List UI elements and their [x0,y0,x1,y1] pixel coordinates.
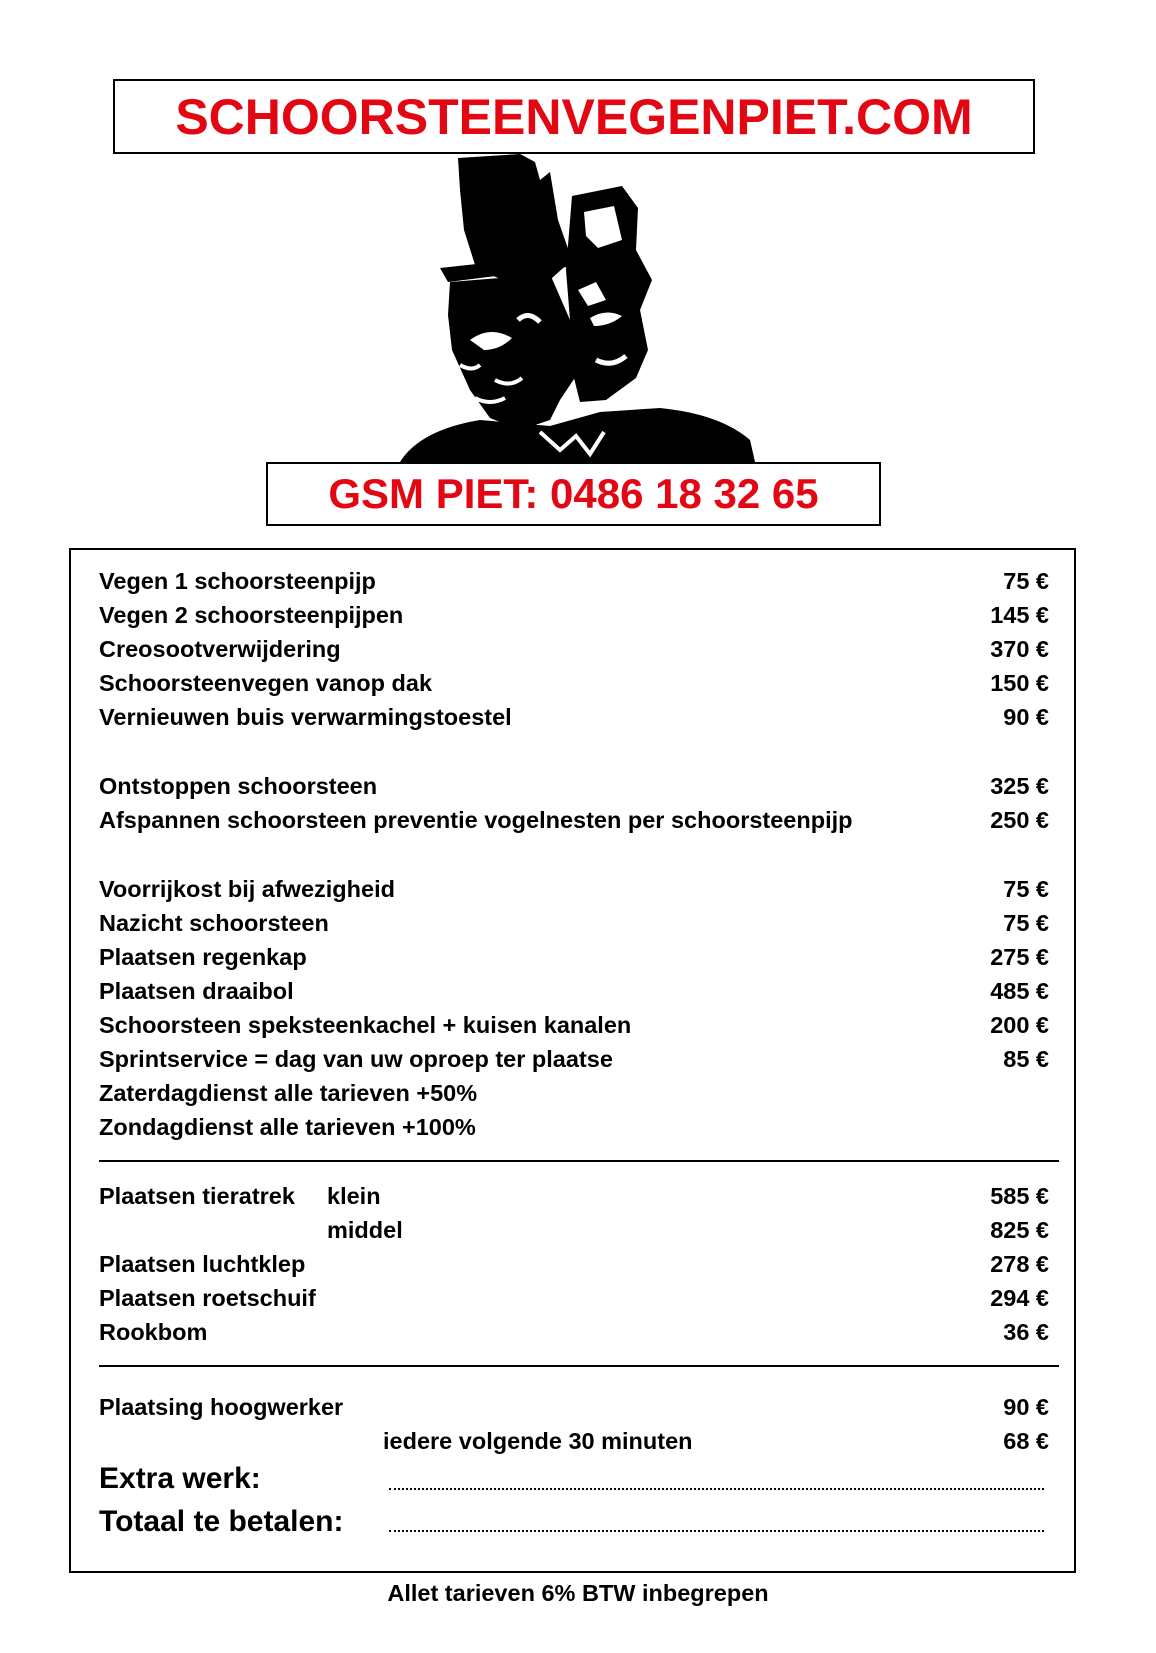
item-price: 275 € [990,944,1049,970]
item-label: Schoorsteen speksteenkachel + kuisen kanalen [99,1012,632,1038]
list-item [99,1315,1049,1349]
list-item [99,1110,1049,1144]
list-item [99,803,1049,837]
item-label: Afspannen schoorsteen preventie vogelnesten per schoorsteenpijp [99,807,853,833]
item-label: Creosootverwijdering [99,636,341,662]
list-item [99,1042,1049,1076]
item-label: Zondagdienst alle tarieven +100% [99,1114,476,1140]
totaal-field[interactable] [389,1530,1044,1532]
item-price: 278 € [990,1251,1049,1277]
list-item [99,872,1049,906]
item-price: 370 € [990,636,1049,662]
item-price: 250 € [990,807,1049,833]
item-price: 150 € [990,670,1049,696]
extra-werk-field[interactable] [389,1488,1044,1490]
phone-number[interactable]: GSM PIET: 0486 18 32 65 [328,470,819,517]
list-item [99,666,1049,700]
item-label: Sprintservice = dag van uw oproep ter plaatse [99,1046,613,1072]
item-price: 75 € [1003,568,1049,594]
item-label: Ontstoppen schoorsteen [99,773,378,799]
section-divider [99,1160,1059,1162]
item-size: middel [327,1217,403,1243]
list-item [99,1281,1049,1315]
item-label: Plaatsen roetschuif [99,1285,316,1311]
list-item [99,1008,1049,1042]
item-label: Plaatsing hoogwerker [99,1394,344,1420]
item-label: Vegen 1 schoorsteenpijp [99,568,376,594]
item-price: 325 € [990,773,1049,799]
item-label: Vernieuwen buis verwarmingstoestel [99,704,512,730]
item-label: Schoorsteenvegen vanop dak [99,670,433,696]
item-label: Nazicht schoorsteen [99,910,329,936]
item-label: Plaatsen tieratrek [99,1183,295,1209]
item-price: 200 € [990,1012,1049,1038]
list-item [99,700,1049,734]
list-item [99,1213,1049,1247]
item-price: 36 € [1003,1319,1049,1345]
item-price: 85 € [1003,1046,1049,1072]
item-label: Plaatsen luchtklep [99,1251,306,1277]
item-price: 145 € [990,602,1049,628]
item-price: 90 € [1003,1394,1049,1420]
list-item [99,1076,1049,1110]
item-label: iedere volgende 30 minuten [383,1428,693,1454]
list-item [99,974,1049,1008]
item-label: Rookbom [99,1319,208,1345]
item-price: 90 € [1003,704,1049,730]
brand-title: SCHOORSTEENVEGENPIET.COM [175,88,973,145]
price-list [69,548,1076,1573]
item-label: Plaatsen regenkap [99,944,307,970]
totaal-label: Totaal te betalen: [99,1505,344,1538]
vat-note: Allet tarieven 6% BTW inbegrepen [387,1580,769,1606]
list-item [99,769,1049,803]
item-size: klein [327,1183,381,1209]
item-label: Vegen 2 schoorsteenpijpen [99,602,404,628]
item-label: Voorrijkost bij afwezigheid [99,876,395,902]
list-item [99,906,1049,940]
item-price: 75 € [1003,876,1049,902]
item-label: Zaterdagdienst alle tarieven +50% [99,1080,478,1106]
item-price: 485 € [990,978,1049,1004]
list-item [99,940,1049,974]
item-label: Plaatsen draaibol [99,978,294,1004]
list-item [99,1390,1049,1424]
section-divider [99,1365,1059,1367]
list-item [99,632,1049,666]
list-item [99,564,1049,598]
extra-werk-label: Extra werk: [99,1462,261,1495]
item-price: 68 € [1003,1428,1049,1454]
item-price: 825 € [990,1217,1049,1243]
list-item [99,1424,1049,1458]
item-price: 294 € [990,1285,1049,1311]
phone-banner [266,462,881,526]
list-item [99,598,1049,632]
list-item [99,1247,1049,1281]
item-price: 585 € [990,1183,1049,1209]
list-item [99,1179,1049,1213]
chimney-sweep-mascot-icon [400,150,800,465]
brand-banner [113,79,1035,154]
item-price: 75 € [1003,910,1049,936]
